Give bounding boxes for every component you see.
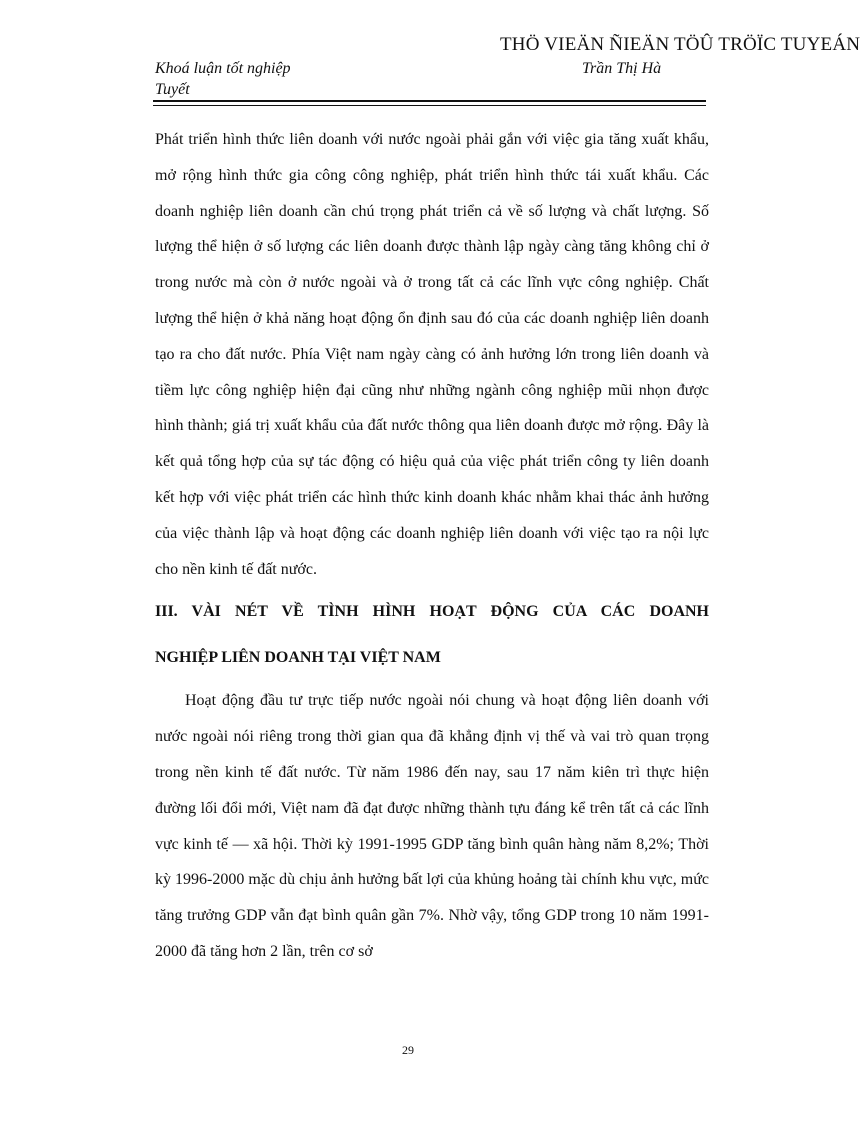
header-author-surname: Tuyết [155, 81, 190, 98]
header-left [155, 58, 291, 100]
watermark-text: THÖ VIEÄN ÑIEÄN TÖÛ TRÖÏC TUYEÁN [500, 34, 860, 55]
section-heading-line-1: III. VÀI NÉT VỀ TÌNH HÌNH HOẠT ĐỘNG CỦA CÁC DOANH [155, 603, 709, 621]
section-heading-line-2: NGHIỆP LIÊN DOANH TẠI VIỆT NAM [155, 649, 441, 667]
header-thesis-label: Khoá luận tốt nghiệp [155, 60, 291, 77]
body-paragraph-1: Phát triển hình thức liên doanh với nước ngoài phải gắn với việc gia tăng xuất khẩu, mở rộng hình thức gia công công nghiệp, phát triển hình thức tái xuất khẩu. Các doanh nghiệp liên doanh cần chú trọng phát triển cả về số lượng và chất lượng. Số lượng thể hiện ở số lượng các liên doanh được thành lập ngày càng tăng không chỉ ở trong nước mà còn ở nước ngoài và ở trong tất cả các lĩnh vực công nghiệp. Chất lượng thể hiện ở khả năng hoạt động ổn định sau đó của các doanh nghiệp liên doanh tạo ra cho đất nước. Phía Việt nam ngày càng có ảnh hưởng lớn trong liên doanh và tiềm lực công nghiệp hiện đại cũng như những ngành công nghiệp mũi nhọn được hình thành; giá trị xuất khẩu của đất nước thông qua liên doanh được mở rộng. Đây là kết quả tổng hợp của sự tác động có hiệu quả của việc phát triển công ty liên doanh kết hợp với việc phát triển các hình thức kinh doanh khác nhằm khai thác ảnh hưởng của việc thành lập và hoạt động các doanh nghiệp liên doanh với việc tạo ra nội lực cho nền kinh tế đất nước. [155, 131, 709, 578]
header-author-name: Trần Thị Hà [582, 60, 662, 77]
body-paragraph-2: Hoạt động đầu tư trực tiếp nước ngoài nói chung và hoạt động liên doanh với nước ngoài nói riêng trong thời gian qua đã khẳng định vị thế và vai trò quan trọng trong nền kinh tế đất nước. Từ năm 1986 đến nay, sau 17 năm kiên trì thực hiện đường lối đổi mới, Việt nam đã đạt được những thành tựu đáng kể trên tất cả các lĩnh vực kinh tế — xã hội. Thời kỳ 1991-1995 GDP tăng bình quân hàng năm 8,2%; Thời kỳ 1996-2000 mặc dù chịu ảnh hưởng bất lợi của khủng hoảng tài chính khu vực, mức tăng trưởng GDP vẫn đạt bình quân gần 7%. Nhờ vậy, tổng GDP trong 10 năm 1991-2000 đã tăng hơn 2 lần, trên cơ sở [155, 692, 709, 960]
page-number: 29 [402, 1043, 414, 1057]
header-divider [153, 100, 706, 106]
page-body [155, 122, 709, 970]
